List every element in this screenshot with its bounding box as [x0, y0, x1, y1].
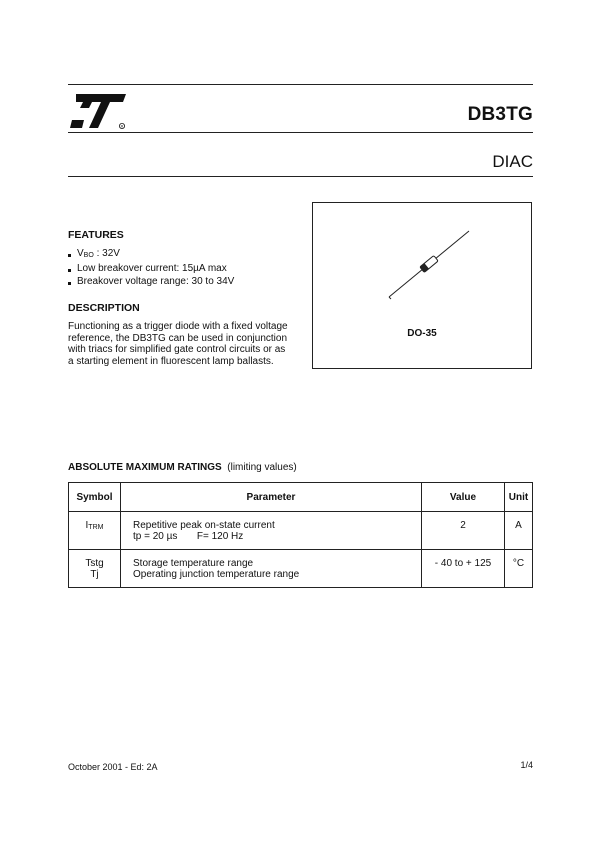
- cell-unit: A: [505, 512, 533, 550]
- package-label: DO-35: [407, 328, 437, 339]
- description-title: DESCRIPTION: [68, 302, 140, 314]
- diode-package-illustration: [313, 203, 531, 323]
- type-rule: [68, 176, 533, 177]
- cell-value: 2: [422, 512, 505, 550]
- col-parameter: Parameter: [121, 483, 422, 512]
- top-rule: [68, 84, 533, 85]
- features-title: FEATURES: [68, 229, 124, 241]
- cell-unit: °C: [505, 550, 533, 588]
- part-number: DB3TG: [467, 104, 533, 125]
- table-row: [69, 512, 533, 550]
- page-number: 1/4: [520, 760, 533, 770]
- features-list: [68, 247, 234, 288]
- footer-edition: October 2001 - Ed: 2A: [68, 762, 158, 772]
- cell-parameter: Repetitive peak on-state current tp = 20 µs F= 120 Hz: [121, 512, 422, 550]
- device-type: DIAC: [492, 152, 533, 171]
- cell-symbol: ITRM: [69, 512, 121, 550]
- table-row: [69, 550, 533, 588]
- header-rule: [68, 132, 533, 133]
- package-box: [312, 202, 532, 369]
- st-logo: [68, 90, 130, 132]
- ratings-title: ABSOLUTE MAXIMUM RATINGS (limiting values): [68, 462, 297, 473]
- col-value: Value: [422, 483, 505, 512]
- col-unit: Unit: [505, 483, 533, 512]
- feature-item: Low breakover current: 15µA max: [68, 262, 234, 275]
- cell-value: - 40 to + 125: [422, 550, 505, 588]
- feature-item: Breakover voltage range: 30 to 34V: [68, 275, 234, 288]
- description-text: Functioning as a trigger diode with a fixed voltage reference, the DB3TG can be used in conjunction with triacs for simplified gate control circuits or as a starting element in fluorescent lamp ballasts.: [68, 321, 288, 367]
- cell-symbol: Tstg Tj: [69, 550, 121, 588]
- svg-text:R: R: [120, 124, 124, 129]
- table-header-row: [69, 483, 533, 512]
- col-symbol: Symbol: [69, 483, 121, 512]
- feature-item: $V_{BO}$ : 32V: [68, 247, 234, 262]
- cell-parameter: Storage temperature range Operating junction temperature range: [121, 550, 422, 588]
- ratings-table: [68, 482, 533, 588]
